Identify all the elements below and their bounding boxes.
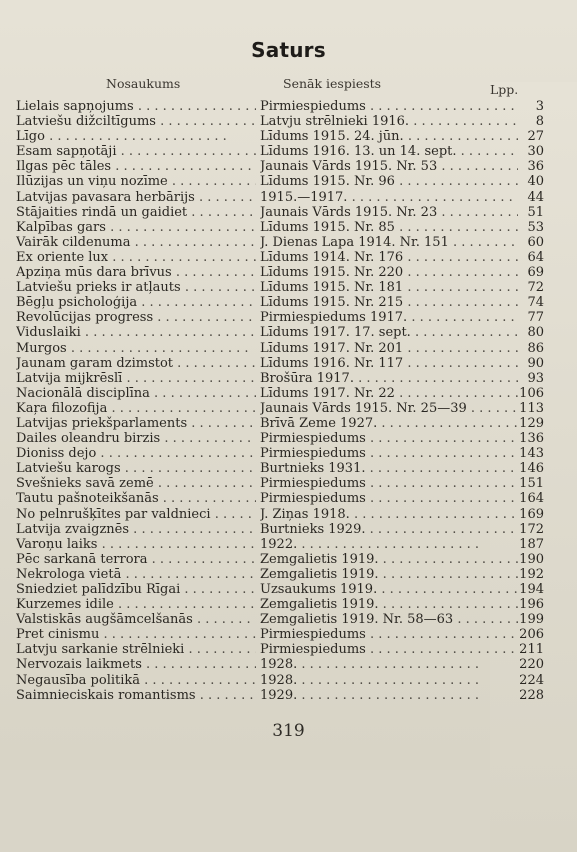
table-row: [16, 280, 544, 295]
entry-page: 72: [527, 280, 544, 296]
entry-title: Kurzemes idile . .: [16, 597, 256, 612]
table-row: [16, 325, 544, 340]
entry-title: Ilgas pēc tāles . .: [16, 159, 256, 174]
entry-title: Viduslaiki . .: [16, 325, 256, 340]
entry-title: Saimnieciskais romantisms . .: [16, 688, 256, 703]
entry-page: 129: [519, 415, 544, 431]
entry-page: 164: [519, 491, 544, 507]
table-row: [16, 144, 544, 159]
entry-page: 228: [519, 687, 544, 703]
table-row: [16, 371, 544, 386]
table-row: [16, 688, 544, 703]
entry-title: Esam sapņotāji . .: [16, 144, 256, 159]
table-row: [16, 265, 544, 280]
entry-source: 1915.—1917. . .: [260, 190, 518, 205]
entry-source: Uzsaukums 1919. . .: [260, 582, 518, 597]
table-row: [16, 190, 544, 205]
entry-page: 77: [527, 310, 544, 326]
entry-page: 8: [535, 114, 544, 130]
entry-title: Kaŗa filozofija . .: [16, 401, 256, 416]
table-row: [16, 295, 544, 310]
table-row: [16, 507, 544, 522]
entry-source: Līdums 1915. Nr. 181 . .: [260, 280, 518, 295]
entry-source: Pirmiespiedums 1917. . .: [260, 310, 518, 325]
entry-title: Latvija zvaigznēs . .: [16, 522, 256, 537]
entry-source: Pirmiespiedums . .: [260, 642, 518, 657]
entry-source: 1928. . .: [260, 673, 518, 688]
table-row: [16, 627, 544, 642]
entry-page: 93: [527, 370, 544, 386]
entry-source: Līdums 1917. Nr. 22 . .: [260, 386, 518, 401]
table-row: [16, 220, 544, 235]
table-row: [16, 597, 544, 612]
table-row: [16, 461, 544, 476]
entry-source: Zemgalietis 1919. . .: [260, 567, 518, 582]
contents-table: [16, 99, 544, 703]
entry-title: Tautu pašnoteikšanās . .: [16, 491, 256, 506]
entry-source: Burtnieks 1929. . .: [260, 522, 518, 537]
entry-title: Apziņa mūs dara brīvus . .: [16, 265, 256, 280]
entry-page: 106: [519, 385, 544, 401]
table-row: [16, 356, 544, 371]
table-row: [16, 657, 544, 672]
entry-source: 1922. . .: [260, 537, 518, 552]
page-title: Saturs: [251, 38, 326, 62]
entry-source: Līdums 1915. 24. jūn. . .: [260, 129, 518, 144]
entry-title: Sniedziet palīdzību Rīgai . .: [16, 582, 256, 597]
table-row: [16, 310, 544, 325]
entry-page: 151: [519, 476, 544, 492]
entry-page: 224: [519, 672, 544, 688]
entry-page: 40: [527, 174, 544, 190]
entry-source: Līdums 1917. Nr. 201 . .: [260, 341, 518, 356]
entry-title: Latvija mijkrēslī . .: [16, 371, 256, 386]
entry-title: Vairāk cildenuma . .: [16, 235, 256, 250]
table-row: [16, 174, 544, 189]
table-row: [16, 341, 544, 356]
entry-page: 113: [519, 400, 544, 416]
entry-source: Līdums 1915. Nr. 220 . .: [260, 265, 518, 280]
entry-source: Līdums 1914. Nr. 176 . .: [260, 250, 518, 265]
entry-page: 187: [519, 536, 544, 552]
entry-page: 211: [519, 642, 544, 658]
entry-page: 136: [519, 431, 544, 447]
entry-source: Brošūra 1917. . .: [260, 371, 518, 386]
entry-title: No pelnrušķītes par valdnieci . .: [16, 507, 256, 522]
entry-source: Pirmiespiedums . .: [260, 99, 518, 114]
table-row: [16, 401, 544, 416]
table-row: [16, 205, 544, 220]
entry-page: 30: [527, 144, 544, 160]
entry-title: Bēgļu psicholoģija . .: [16, 295, 256, 310]
entry-title: Latviešu dižciltīgums . .: [16, 114, 256, 129]
entry-source: Līdums 1915. Nr. 215 . .: [260, 295, 518, 310]
entry-title: Dailes oleandru birzis . .: [16, 431, 256, 446]
entry-page: 220: [519, 657, 544, 673]
entry-source: Pirmiespiedums . .: [260, 431, 518, 446]
entry-source: J. Ziņas 1918. . .: [260, 507, 518, 522]
entry-title: Ilūzijas un viņu nozīme . .: [16, 174, 256, 189]
table-row: [16, 99, 544, 114]
entry-source: Zemgalietis 1919. . .: [260, 552, 518, 567]
entry-page: 27: [527, 129, 544, 145]
column-header-name: Nosaukums: [106, 76, 181, 91]
entry-title: Latvijas pavasara herbārijs . .: [16, 190, 256, 205]
entry-source: Burtnieks 1931. . .: [260, 461, 518, 476]
entry-page: 190: [519, 551, 544, 567]
entry-source: Latvju strēlnieki 1916. . .: [260, 114, 518, 129]
entry-title: Negausība politikā . .: [16, 673, 256, 688]
entry-title: Murgos . .: [16, 341, 256, 356]
entry-source: Līdums 1917. 17. sept. . .: [260, 325, 518, 340]
table-row: [16, 612, 544, 627]
page-number: 319: [272, 721, 305, 741]
entry-title: Dioniss dejo . .: [16, 446, 256, 461]
table-row: [16, 159, 544, 174]
entry-title: Svešnieks savā zemē . .: [16, 476, 256, 491]
entry-page: 146: [519, 461, 544, 477]
entry-title: Latviešu karogs . .: [16, 461, 256, 476]
entry-title: Latvju sarkanie strēlnieki . .: [16, 642, 256, 657]
table-row: [16, 537, 544, 552]
table-row: [16, 567, 544, 582]
entry-source: Pirmiespiedums . .: [260, 446, 518, 461]
entry-page: 206: [519, 627, 544, 643]
entry-title: Varoņu laiks . .: [16, 537, 256, 552]
table-row: [16, 431, 544, 446]
entry-page: 199: [519, 612, 544, 628]
entry-title: Valstiskās augšāmcelšanās . .: [16, 612, 256, 627]
entry-page: 192: [519, 566, 544, 582]
entry-source: Brīvā Zeme 1927. . .: [260, 416, 518, 431]
table-row: [16, 522, 544, 537]
entry-page: 86: [527, 340, 544, 356]
entry-page: 169: [519, 506, 544, 522]
entry-title: Ex oriente lux . .: [16, 250, 256, 265]
entry-page: 36: [527, 159, 544, 175]
entry-source: Līdums 1916. 13. un 14. sept. . .: [260, 144, 518, 159]
entry-title: Nekrologa vietā . .: [16, 567, 256, 582]
table-row: [16, 235, 544, 250]
entry-page: 172: [519, 521, 544, 537]
entry-source: J. Dienas Lapa 1914. Nr. 151 . .: [260, 235, 518, 250]
table-row: [16, 250, 544, 265]
column-header-page: Lpp.: [490, 82, 577, 852]
table-row: [16, 386, 544, 401]
entry-source: Zemgalietis 1919. Nr. 58—63 . .: [260, 612, 518, 627]
table-row: [16, 476, 544, 491]
entry-title: Latviešu prieks ir atļauts . .: [16, 280, 256, 295]
entry-page: 194: [519, 582, 544, 597]
entry-page: 64: [527, 249, 544, 265]
table-row: [16, 552, 544, 567]
entry-title: Revolūcijas progress . .: [16, 310, 256, 325]
entry-page: 44: [527, 189, 544, 205]
entry-source: Zemgalietis 1919. . .: [260, 597, 518, 612]
entry-source: 1928. . .: [260, 657, 518, 672]
entry-source: Jaunais Vārds 1915. Nr. 23 . .: [260, 205, 518, 220]
entry-title: Lielais sapņojums . .: [16, 99, 256, 114]
entry-page: 196: [519, 597, 544, 613]
entry-source: Līdums 1916. Nr. 117 . .: [260, 356, 518, 371]
entry-title: Jaunam garam dzimstot . .: [16, 356, 256, 371]
entry-page: 80: [527, 325, 544, 341]
entry-title: Stājaities rindā un gaidiet . .: [16, 205, 256, 220]
table-row: [16, 416, 544, 431]
entry-page: 90: [527, 355, 544, 371]
entry-source: Pirmiespiedums . .: [260, 491, 518, 506]
table-row: [16, 446, 544, 461]
entry-page: 51: [527, 204, 544, 220]
entry-title: Līgo . .: [16, 129, 256, 144]
entry-title: Kalpības gars . .: [16, 220, 256, 235]
entry-page: 69: [527, 265, 544, 281]
table-row: [16, 114, 544, 129]
entry-title: Pret cinismu . .: [16, 627, 256, 642]
entry-source: Līdums 1915. Nr. 96 . .: [260, 174, 518, 189]
column-header-previously-printed: Senāk iespiests: [283, 76, 382, 91]
entry-title: Pēc sarkanā terrora . .: [16, 552, 256, 567]
table-row: [16, 491, 544, 506]
table-row: [16, 129, 544, 144]
table-row: [16, 673, 544, 688]
entry-source: 1929. . .: [260, 688, 518, 703]
entry-page: 53: [527, 219, 544, 235]
entry-title: Nervozais laikmets . .: [16, 657, 256, 672]
table-row: [16, 642, 544, 657]
entry-source: Jaunais Vārds 1915. Nr. 25—39 . .: [260, 401, 518, 416]
entry-page: 143: [519, 446, 544, 462]
entry-title: Latvijas priekšparlaments . .: [16, 416, 256, 431]
entry-source: Līdums 1915. Nr. 85 . .: [260, 220, 518, 235]
entry-source: Pirmiespiedums . .: [260, 476, 518, 491]
entry-source: Jaunais Vārds 1915. Nr. 53 . .: [260, 159, 518, 174]
entry-title: Nacionālā disciplīna . .: [16, 386, 256, 401]
table-row: [16, 582, 544, 597]
entry-page: 74: [527, 295, 544, 311]
entry-page: 60: [527, 234, 544, 250]
entry-page: 3: [535, 99, 544, 114]
entry-source: Pirmiespiedums . .: [260, 627, 518, 642]
